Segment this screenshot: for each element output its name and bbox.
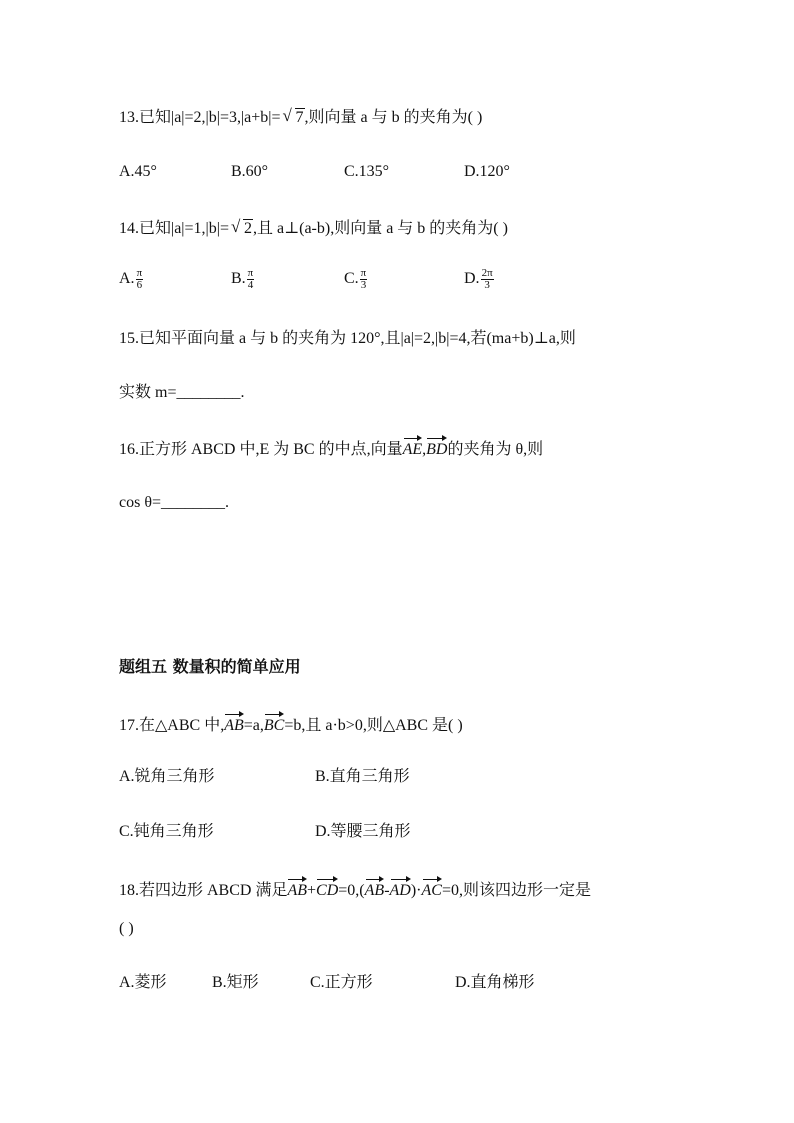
q14-stem	[119, 218, 508, 240]
sqrt-symbol	[231, 218, 253, 240]
q14-stem-b: ,且 a⊥(a-b),则向量 a 与 b 的夹角为( )	[252, 220, 508, 237]
q18-option-d: D.直角梯形	[455, 974, 535, 991]
q17-stem-a: 17.在△ABC 中,	[119, 717, 225, 734]
option-letter: A.	[119, 270, 135, 288]
denominator: 3	[484, 279, 490, 291]
q13-option-c: C.135°	[344, 163, 390, 180]
fraction	[247, 268, 255, 291]
q16-stem	[119, 436, 543, 461]
fraction	[481, 268, 494, 291]
vector-ad: AD	[390, 877, 411, 902]
q17-stem-b: =b,且 a·b>0,则△ABC 是( )	[284, 717, 463, 734]
q15-line1: 15.已知平面向量 a 与 b 的夹角为 120°,且|a|=2,|b|=4,若(ma+b)⊥a,则	[119, 330, 576, 347]
q18-mid1: =0,(	[338, 882, 365, 899]
q13-stem	[119, 107, 482, 129]
numerator: 2π	[481, 267, 493, 279]
q18-stem-a: 18.若四边形 ABCD 满足	[119, 882, 288, 899]
fraction	[360, 268, 368, 291]
denominator: 4	[247, 279, 254, 291]
q13-stem-a: 13.已知|a|=2,|b|=3,|a+b|=	[119, 109, 281, 126]
q14-stem-a: 14.已知|a|=1,|b|=	[119, 220, 229, 237]
q17-stem	[119, 712, 463, 737]
q18-stem	[119, 877, 591, 902]
sqrt-symbol	[283, 107, 305, 129]
vector-ab: AB	[287, 877, 307, 902]
q16-line2: cos θ=________.	[119, 494, 230, 511]
q14-option-d	[464, 268, 494, 291]
q14-option-b	[231, 268, 254, 291]
q17-option-d: D.等腰三角形	[315, 823, 411, 840]
q17-option-c: C.钝角三角形	[119, 823, 214, 840]
q14-option-a	[119, 268, 143, 291]
vector-ab: AB	[224, 712, 244, 737]
option-letter: D.	[464, 270, 480, 288]
vector-ac: AC	[422, 877, 442, 902]
q13-stem-b: ,则向量 a 与 b 的夹角为( )	[304, 109, 483, 126]
q13-radicand: 7	[295, 109, 304, 126]
q18-mid2: )·	[410, 882, 422, 899]
q17-option-b: B.直角三角形	[315, 768, 410, 785]
q18-option-a: A.菱形	[119, 974, 167, 991]
section-heading: 题组五 数量积的简单应用	[119, 657, 301, 676]
denominator: 3	[360, 279, 367, 291]
numerator: π	[247, 267, 254, 279]
vector-ab: AB	[365, 877, 385, 902]
q13-option-d: D.120°	[464, 163, 510, 180]
denominator: 6	[136, 279, 143, 291]
vector-bd: BD	[426, 436, 447, 461]
q17-option-a: A.锐角三角形	[119, 768, 215, 785]
q16-stem-b: 的夹角为 θ,则	[447, 441, 544, 458]
q15-line2: 实数 m=________.	[119, 384, 245, 401]
numerator: π	[360, 267, 367, 279]
vector-cd: CD	[316, 877, 338, 902]
fraction	[136, 268, 144, 291]
q18-line2: ( )	[119, 920, 134, 937]
q13-option-a: A.45°	[119, 163, 157, 180]
minus: -	[384, 882, 390, 899]
vector-ae: AE	[403, 436, 423, 461]
numerator: π	[136, 267, 143, 279]
option-letter: C.	[344, 270, 359, 288]
q18-option-b: B.矩形	[212, 974, 259, 991]
plus: +	[307, 882, 317, 899]
q16-stem-a: 16.正方形 ABCD 中,E 为 BC 的中点,向量	[119, 441, 403, 458]
vector-bc: BC	[264, 712, 284, 737]
comma: ,	[422, 441, 427, 458]
q13-option-b: B.60°	[231, 163, 269, 180]
q18-option-c: C.正方形	[310, 974, 373, 991]
q14-option-c	[344, 268, 367, 291]
q14-radicand: 2	[243, 220, 252, 237]
q18-stem-b: =0,则该四边形一定是	[441, 882, 591, 899]
option-letter: B.	[231, 270, 246, 288]
q17-mid: =a,	[243, 717, 264, 734]
